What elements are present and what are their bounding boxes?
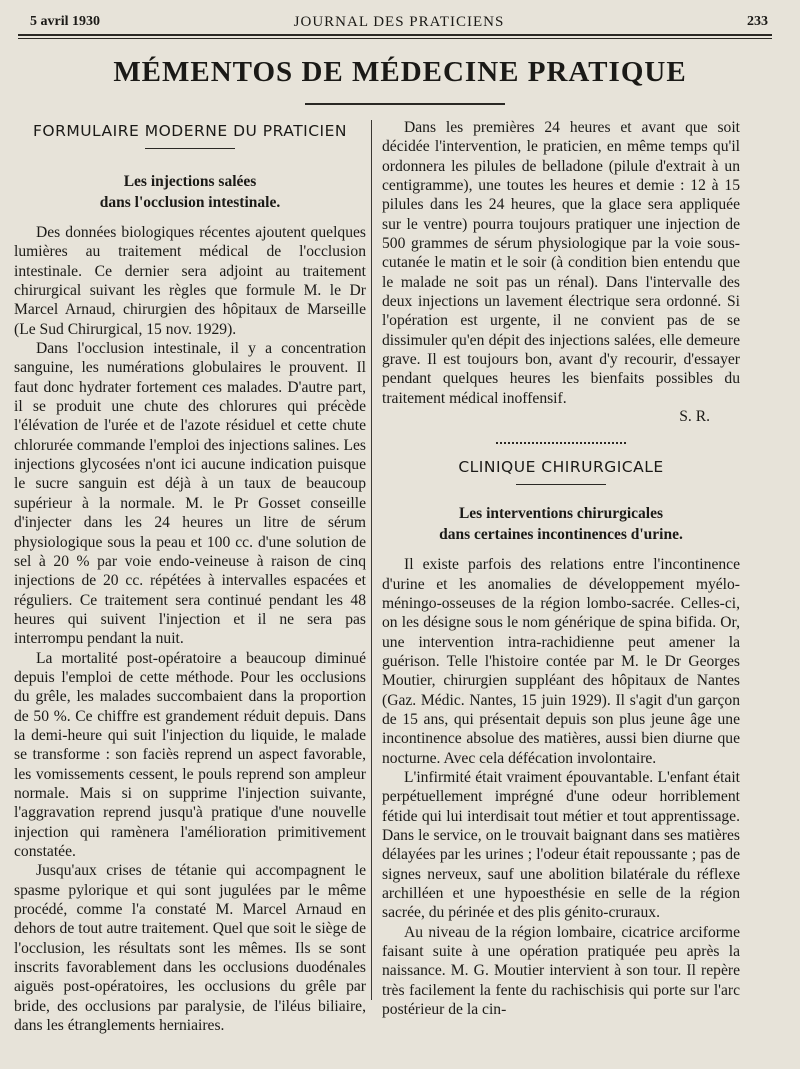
article-title-line: dans certaines incontinences d'urine. [439, 526, 683, 544]
article-body-injections [14, 223, 366, 1035]
paragraph: La mortalité post-opératoire a beaucoup diminué depuis l'emploi de cette méthode. Pour les occlusions du grêle, les malades succombaient dans la proportion de 50 %. Ce chiffre est grandement réduit depuis. Dans la demi-heure qui suit l'injection du liquide, le malade se transforme : son faciès reprend un aspect favorable, les vomissements cessent, le pouls reprend son ampleur normale. Mais si on supprime l'injection suivante, l'aggravation reprend jusqu'à pratique d'une nouvelle injection qui ramènera l'amélioration primitivement constatée. [14, 649, 366, 860]
running-header [30, 8, 768, 30]
article-title-interventions [382, 503, 740, 545]
article-body-interventions [382, 555, 740, 1019]
issue-date: 5 avril 1930 [30, 14, 100, 29]
paragraph: Dans l'occlusion intestinale, il y a concentration sanguine, les numérations globulaires le prouvent. Il faut donc hydrater fortement ces malades. D'autre part, il se produit une chute des chlorures qui précède l'élévation de l'urée et de l'azote résiduel et cette chute chlorurée commande l'emploi des injections salines. Les injections glycosées n'ont ici aucune indication puisque le sucre sanguin est déjà à un taux de beaucoup supérieur à la normale. M. le Pr Gosset conseille d'injecter dans les 24 heures un litre de sérum physiologique sous la peau et 100 cc. d'une solution de sel à 20 % par voie endo-veineuse à raison de cinq injections de 20 cc. répétées à intervalles espacées et réguliers. Ce traitement sera continué pendant les 48 heures qui suivent l'injection et il ne sera pas interrompu pendant la nuit. [14, 340, 366, 648]
paragraph: Des données biologiques récentes ajoutent quelques lumières au traitement médical de l'occlusion intestinale. Ce dernier sera adjoint au traitement chirurgical suivant les règles que formule M. le Dr Marcel Arnaud, chirurgien des hôpitaux de Marseille (Le Sud Chirurgical, 15 nov. 1929). [14, 224, 366, 338]
journal-name: JOURNAL DES PRATICIENS [293, 14, 505, 30]
article-title-line: Les injections salées [123, 173, 257, 190]
section-heading-clinique: CLINIQUE CHIRURGICALE [458, 458, 664, 477]
paragraph: Au niveau de la région lombaire, cicatrice arciforme faisant suite à une opération pratiquée peu après la naissance. M. G. Moutier intervient à son tour. Il repère très facilement la fente du rachischisis qui porte sur l'arc postérieur de la cin- [382, 923, 740, 1019]
left-column [14, 118, 366, 1035]
article-body-continued [382, 118, 740, 408]
paragraph: Jusqu'aux crises de tétanie qui accompagnent le spasme pylorique et qui sont jugulées par le même procédé, comme l'a constaté M. Marcel Arnaud en dehors de tout autre traitement. Quel que soit le siège de l'occlusion, les résultats sont les mêmes. Ils se sont inscrits favorablement dans les occlusions duodénales aiguës post-opératoires, les occlusions du grêle par bride, des occlusions par paralysie, de l'iléus biliaire, dans les étranglements herniaires. [14, 862, 366, 1035]
right-column [382, 118, 740, 1019]
article-title-injections [14, 171, 366, 213]
paragraph: Il existe parfois des relations entre l'incontinence d'urine et les anomalies de développement myélo-méningo-osseuses de la région lombo-sacrée. Celles-ci, on les désigne sous le nom générique de spina bifida. Or, une intervention intra-rachidienne peut amener la guérison. Telle l'histoire contée par M. le Dr Georges Moutier, chirurgien suppléant des hôpitaux de Nantes (Gaz. Médic. Nantes, 15 juin 1929). Il s'agit d'un garçon de 15 ans, qui présentait depuis son plus jeune âge une incontinence absolue des matières, aussi bien diurne que nocturne. Avec cela défécation involontaire. [382, 556, 740, 767]
header-rule [18, 34, 772, 36]
section-heading-formulaire: FORMULAIRE MODERNE DU PRATICIEN [32, 122, 348, 140]
page-number: 233 [747, 14, 768, 29]
author-signature: S. R. [679, 408, 710, 426]
paragraph: L'infirmité était vraiment épouvantable. L'enfant était perpétuellement imprégné d'une odeur horriblement fétide qui lui interdisait tout métier et tout apprentissage. Dans le service, on le trouvait baignant dans ses matières délayées par les urines ; l'odeur était repoussante ; pas de signes nerveux, sauf une abolition bilatérale du réflexe archilléen et une hypoesthésie en selle de la région sacrée, du périnée et des plis génito-cruraux. [382, 768, 740, 922]
article-title-line: Les interventions chirurgicales [458, 505, 664, 523]
paragraph: Dans les premières 24 heures et avant que soit décidée l'intervention, le praticien, en même temps qu'il ordonnera les pilules de belladone (pilule d'extrait à un centigramme), une toutes les heures et demie : 12 à 15 pilules dans les 24 heures, que la glace sera appliquée sur le ventre) pourra toujours pratiquer une injection de 500 grammes de sérum physiologique par la voie sous-cutanée le matin et le soir (à condition bien entendu que le malade ne soit pas un rénal). Dans l'intervalle des deux injections un lavement électrique sera ordonné. Si l'opération est urgente, il ne convient pas de se dissimuler qu'en dépit des injections salées, elle demeure grave. Il est toujours bon, avant d'y recourir, d'essayer pendant quelques heures les bienfaits possibles du traitement médical inoffensif. [382, 119, 740, 407]
article-title-line: dans l'occlusion intestinale. [99, 194, 281, 211]
page-title: MÉMENTOS DE MÉDECINE PRATIQUE [113, 56, 687, 88]
column-divider [371, 120, 372, 1000]
title-rule [305, 103, 505, 105]
header-rule-thin [18, 38, 772, 39]
